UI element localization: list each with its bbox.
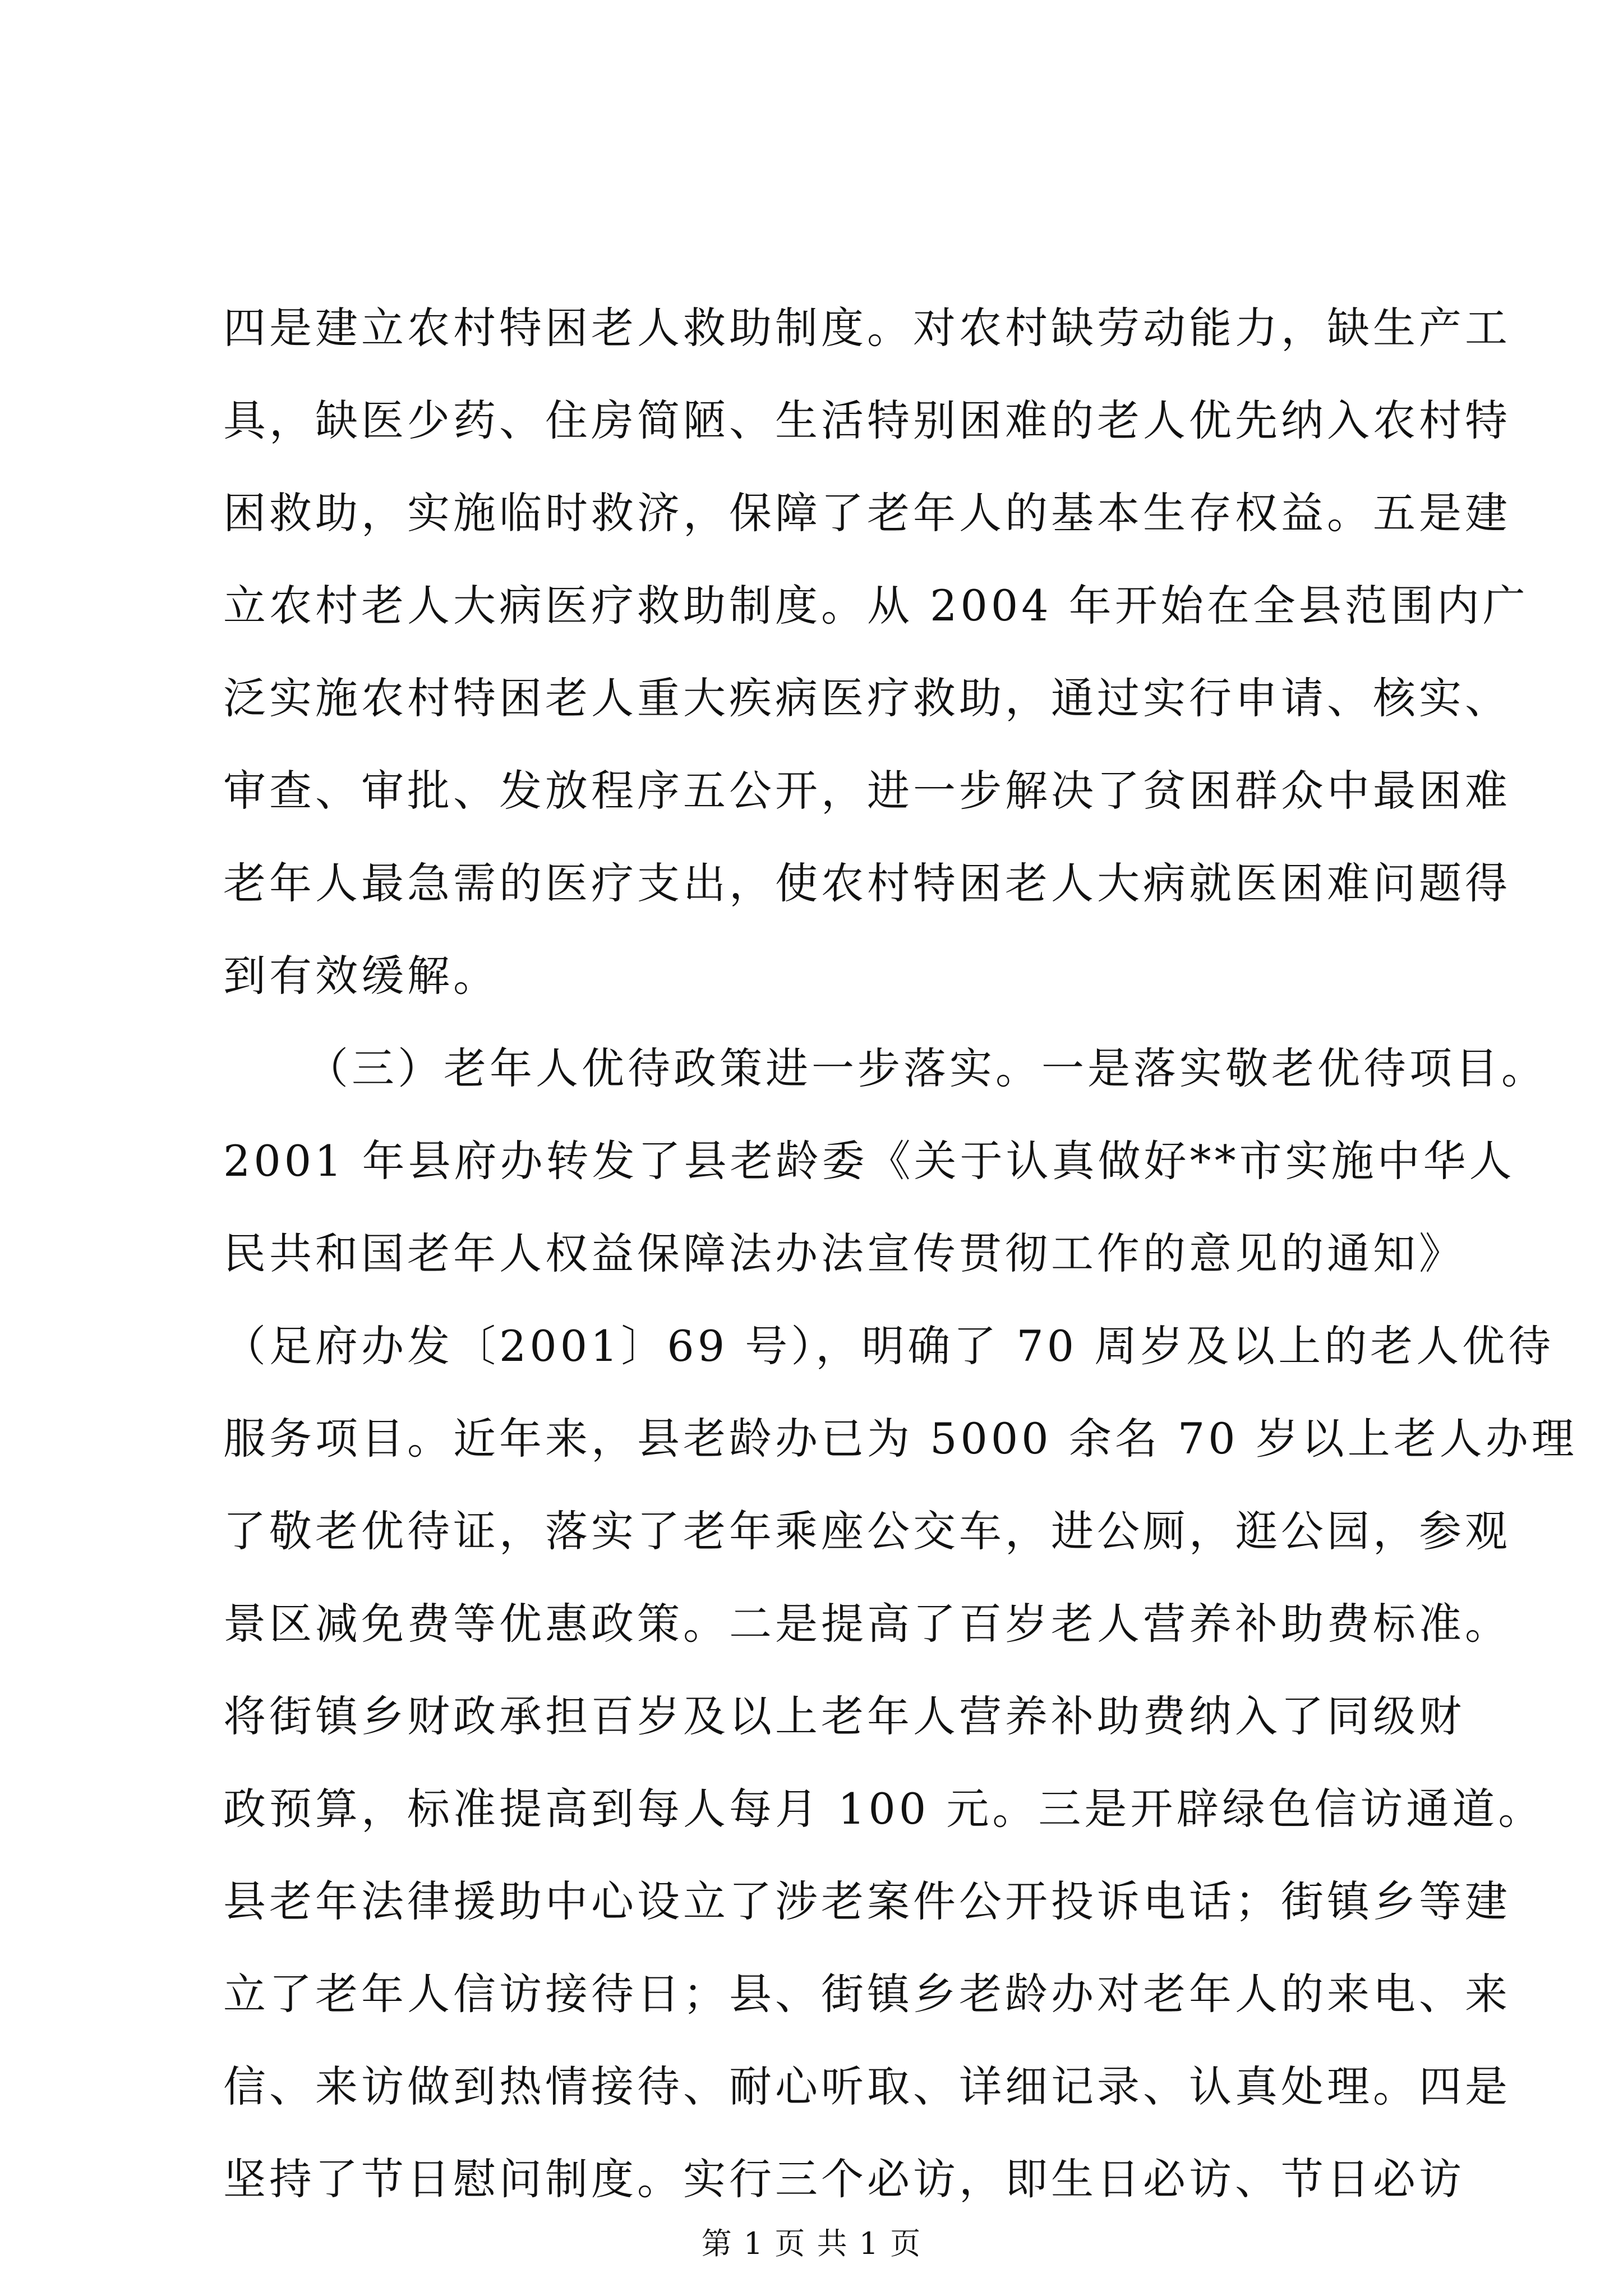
text-line-2: 具，缺医少药、住房简陋、生活特别困难的老人优先纳入农村特 [223, 395, 1511, 445]
text-line-17: 政预算，标准提高到每人每月 100 元。三是开辟绿色信访通道。 [223, 1784, 1544, 1834]
text-line-9: （三）老年人优待政策进一步落实。一是落实敬老优待项目。 [306, 1043, 1547, 1093]
text-line-1: 四是建立农村特困老人救助制度。对农村缺劳动能力，缺生产工 [223, 303, 1511, 353]
text-line-8: 到有效缓解。 [223, 951, 499, 1001]
text-line-20: 信、来访做到热情接待、耐心听取、详细记录、认真处理。四是 [223, 2062, 1511, 2111]
text-line-21: 坚持了节日慰问制度。实行三个必访，即生日必访、节日必访 [223, 2154, 1465, 2204]
page-footer: 第 1 页 共 1 页 [701, 2226, 922, 2261]
text-line-5: 泛实施农村特困老人重大疾病医疗救助，通过实行申请、核实、 [223, 673, 1511, 723]
text-line-4: 立农村老人大病医疗救助制度。从 2004 年开始在全县范围内广 [223, 581, 1529, 631]
text-line-13: 服务项目。近年来，县老龄办已为 5000 余名 70 岁以上老人办理 [223, 1414, 1578, 1464]
text-line-10: 2001 年县府办转发了县老龄委《关于认真做好**市实施中华人 [223, 1136, 1515, 1186]
text-line-14: 了敬老优待证，落实了老年乘座公交车，进公厕，逛公园，参观 [223, 1506, 1511, 1556]
text-line-12: （足府办发〔2001〕69 号），明确了 70 周岁及以上的老人优待 [223, 1321, 1555, 1371]
text-line-7: 老年人最急需的医疗支出，使农村特困老人大病就医困难问题得 [223, 858, 1511, 908]
text-line-16: 将街镇乡财政承担百岁及以上老年人营养补助费纳入了同级财 [223, 1691, 1465, 1741]
text-line-19: 立了老年人信访接待日；县、街镇乡老龄办对老年人的来电、来 [223, 1969, 1511, 2019]
text-line-15: 景区减免费等优惠政策。二是提高了百岁老人营养补助费标准。 [223, 1599, 1511, 1649]
text-line-11: 民共和国老年人权益保障法办法宣传贯彻工作的意见的通知》 [223, 1228, 1465, 1278]
text-line-3: 困救助，实施临时救济，保障了老年人的基本生存权益。五是建 [223, 488, 1511, 538]
text-line-6: 审查、审批、发放程序五公开，进一步解决了贫困群众中最困难 [223, 766, 1511, 816]
text-line-18: 县老年法律援助中心设立了涉老案件公开投诉电话；街镇乡等建 [223, 1876, 1511, 1926]
